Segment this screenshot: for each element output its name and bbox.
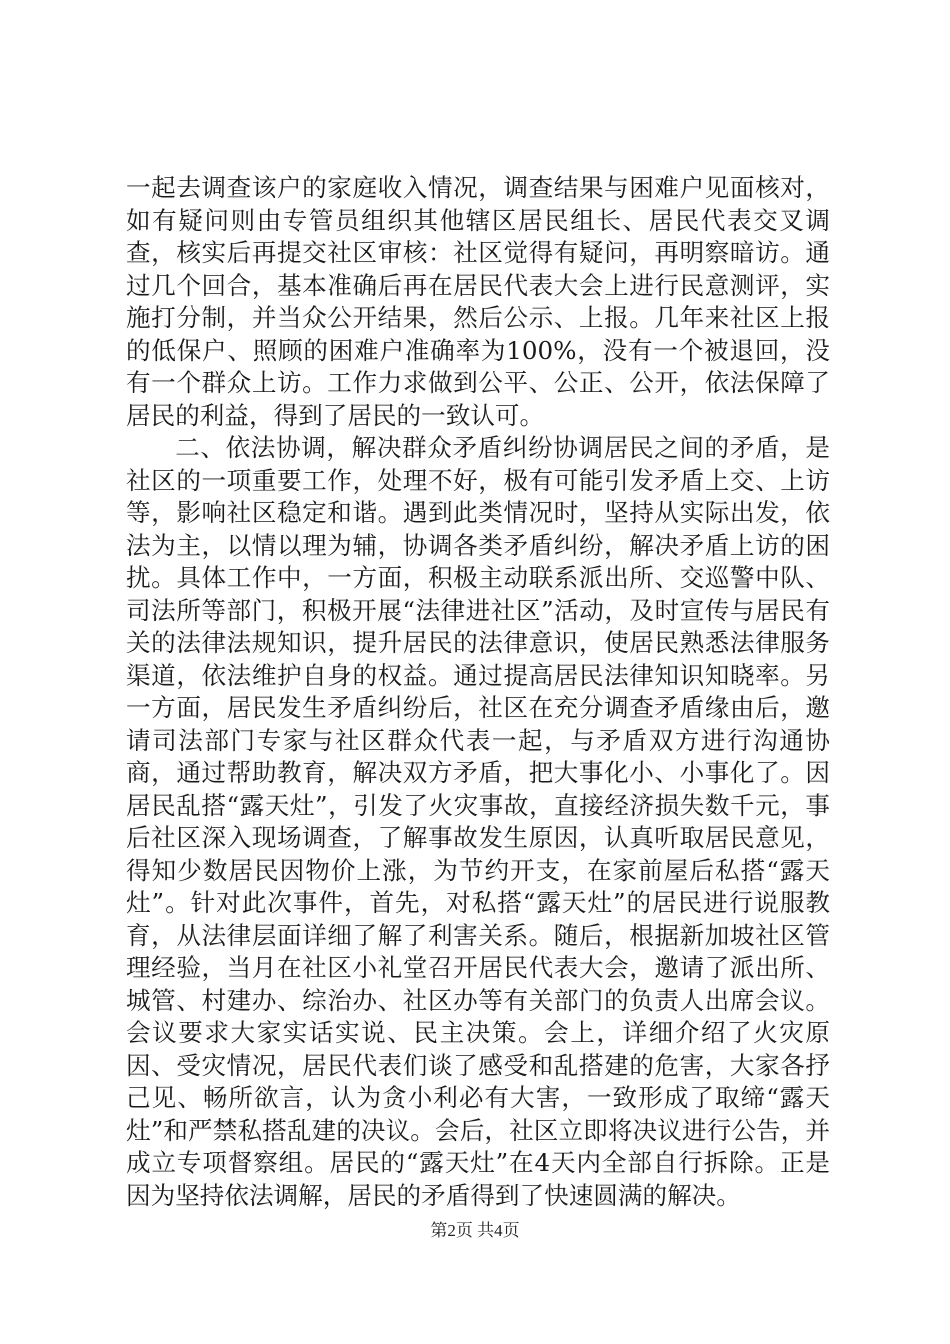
paragraph-continuation: 一起去调查该户的家庭收入情况，调查结果与困难户见面核对，如有疑问则由专管员组织其他辖区居民组长、居民代表交叉调查，核实后再提交社区审核：社区觉得有疑问，再明察暗访。通过几个回合，基本准确后再在居民代表大会上进行民意测评，实施打分制，并当众公开结果，然后公示、上报。几年来社区上报的低保户、照顾的困难户准确率为100%，没有一个被退回，没有一个群众上访。工作力求做到公平、公正、公开，依法保障了居民的利益，得到了居民的一致认可。: [126, 173, 830, 430]
paragraph-section-two: 二、依法协调，解决群众矛盾纠纷协调居民之间的矛盾，是社区的一项重要工作，处理不好，极有可能引发矛盾上交、上访等，影响社区稳定和谐。遇到此类情况时，坚持从实际出发，依法为主，以情以理为辅，协调各类矛盾纠纷，解决矛盾上访的困扰。具体工作中，一方面，积极主动联系派出所、交巡警中队、司法所等部门，积极开展“法律进社区”活动，及时宣传与居民有关的法律法规知识，提升居民的法律意识，使居民熟悉法律服务渠道，依法维护自身的权益。通过提高居民法律知识知晓率。另一方面，居民发生矛盾纠纷后，社区在充分调查矛盾缘由后，邀请司法部门专家与社区群众代表一起，与矛盾双方进行沟通协商，通过帮助教育，解决双方矛盾，把大事化小、小事化了。因居民乱搭“露天灶”，引发了火灾事故，直接经济损失数千元，事后社区深入现场调查，了解事故发生原因，认真听取居民意见，得知少数居民因物价上涨，为节约开支，在家前屋后私搭“露天灶”。针对此次事件，首先，对私搭“露天灶”的居民进行说服教育，从法律层面详细了解了利害关系。随后，根据新加坡社区管理经验，当月在社区小礼堂召开居民代表大会，邀请了派出所、城管、村建办、综治办、社区办等有关部门的负责人出席会议。会议要求大家实话实说、民主决策。会上，详细介绍了火灾原因、受灾情况，居民代表们谈了感受和乱搭建的危害，大家各抒己见、畅所欲言，认为贪小利必有大害，一致形成了取缔“露天灶”和严禁私搭乱建的决议。会后，社区立即将决议进行公告，并成立专项督察组。居民的“露天灶”在4天内全部自行拆除。正是因为坚持依法调解，居民的矛盾得到了快速圆满的解决。: [126, 433, 830, 1210]
page-footer: 第2页 共4页: [430, 1221, 520, 1240]
document-body: [126, 172, 830, 1212]
